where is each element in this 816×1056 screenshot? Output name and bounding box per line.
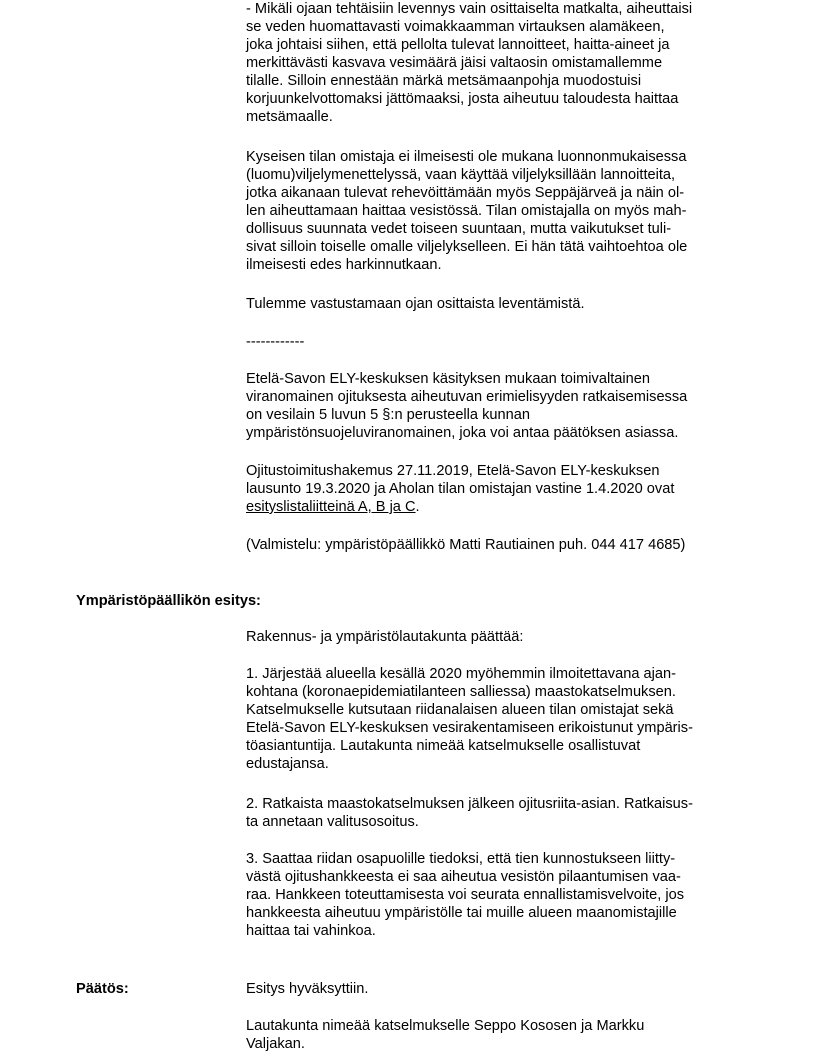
- paragraph-text: Tulemme vastustamaan ojan osittaista leventämistä.: [246, 296, 585, 312]
- paragraph-text: - Mikäli ojaan tehtäisiin levennys vain osittaiselta matkalta, aiheuttaisi se veden huomattavasti voimakkaamman virtauksen alamäkeen, joka johtaisi siihen, että pellolta tulevat lannoitteet, haitta-aineet ja merkittävästi kasvava vesimäärä jäisi valtaosin omistamallemme tilalle. Silloin ennestään märkä metsämaanpohja muodostuisi korjuunkelvottomaksi jättömaaksi, josta aiheutuu taloudesta haittaa metsämaalle.: [246, 1, 693, 125]
- paragraph-objection-conclusion: [246, 295, 746, 313]
- separator-line: [246, 333, 746, 351]
- paragraph-text: 1. Järjestää alueella kesällä 2020 myöhemmin ilmoitettavana ajan- kohtana (koronaepidemiatilanteen salliessa) maastokatselmuksen. Katselmukselle kutsutaan riidanalaisen alueen tilan omistajat sekä Etelä-Savon ELY-keskuksen vesirakentamiseen erikoistunut ympäris- töasiantuntija. Lautakunta nimeää katselmukselle osallistuvat edustajansa.: [246, 666, 693, 772]
- proposal-intro: [246, 628, 746, 646]
- paragraph-text: Rakennus- ja ympäristölautakunta päättää:: [246, 629, 524, 645]
- proposal-item-2: [246, 795, 746, 831]
- proposal-label: Ympäristöpäällikön esitys:: [76, 593, 261, 609]
- proposal-item-3: [246, 850, 746, 940]
- paragraph-text: 3. Saattaa riidan osapuolille tiedoksi, että tien kunnostukseen liitty- västä ojitushankkeesta ei saa aiheutua vesistön pilaantumisen vaa- raa. Hankkeen toteuttamisesta voi seurata ennallistamisvelvoite, jos hankkeesta aiheutuu ympäristölle tai muille alueen maanomistajille haittaa tai vahinkoa.: [246, 851, 685, 939]
- attachments-link[interactable]: esityslistaliitteinä A, B ja C: [246, 499, 416, 515]
- proposal-item-1: [246, 665, 746, 773]
- paragraph-objection-part-2: [246, 148, 746, 274]
- paragraph-text: Etelä-Savon ELY-keskuksen käsityksen mukaan toimivaltainen viranomainen ojituksesta aiheutuvan erimielisyyden ratkaisemisessa on vesilain 5 luvun 5 §:n perusteella kunnan ympäristönsuojeluviranomainen, joka voi antaa päätöksen asiassa.: [246, 371, 688, 441]
- decision-label: Päätös:: [76, 981, 129, 997]
- paragraph-text: [246, 462, 746, 516]
- paragraph-ely-opinion: [246, 370, 746, 442]
- paragraph-objection-part-1: [246, 0, 746, 126]
- paragraph-text: Esitys hyväksyttiin.: [246, 981, 369, 997]
- decision-text: [246, 980, 746, 998]
- paragraph-text: Kyseisen tilan omistaja ei ilmeisesti ole mukana luonnonmukaisessa (luomu)viljelymenettelyssä, vaan käyttää viljelyksillään lannoitteita, jotka aikanaan tulevat rehevöittämään myös Seppäjärveä ja näin ol- len aiheuttamaan haittaa vesistössä. Tilan omistajalla on myös mah- dollisuus suunnata vedet toiseen suuntaan, mutta vaikutukset tuli- sivat silloin toiselle omalle viljelykselleen. Ei hän tätä vaihtoehtoa ole ilmeisesti edes harkinnutkaan.: [246, 149, 688, 273]
- paragraph-text: 2. Ratkaista maastokatselmuksen jälkeen ojitusriita-asian. Ratkaisus- ta annetaan valitusosoitus.: [246, 796, 693, 830]
- paragraph-attachments: [246, 462, 746, 516]
- paragraph-text: (Valmistelu: ympäristöpäällikkö Matti Rautiainen puh. 044 417 4685): [246, 537, 686, 553]
- paragraph-preparer: [246, 536, 746, 554]
- paragraph-text: Lautakunta nimeää katselmukselle Seppo Kososen ja Markku Valjakan.: [246, 1018, 645, 1052]
- attachments-text: Ojitustoimitushakemus 27.11.2019, Etelä-Savon ELY-keskuksen lausunto 19.3.2020 ja Aholan tilan omistajan vastine 1.4.2020 ovat: [246, 463, 675, 497]
- attachments-period: .: [415, 499, 420, 515]
- separator-text: ------------: [246, 334, 305, 350]
- decision-text-2: [246, 1017, 746, 1053]
